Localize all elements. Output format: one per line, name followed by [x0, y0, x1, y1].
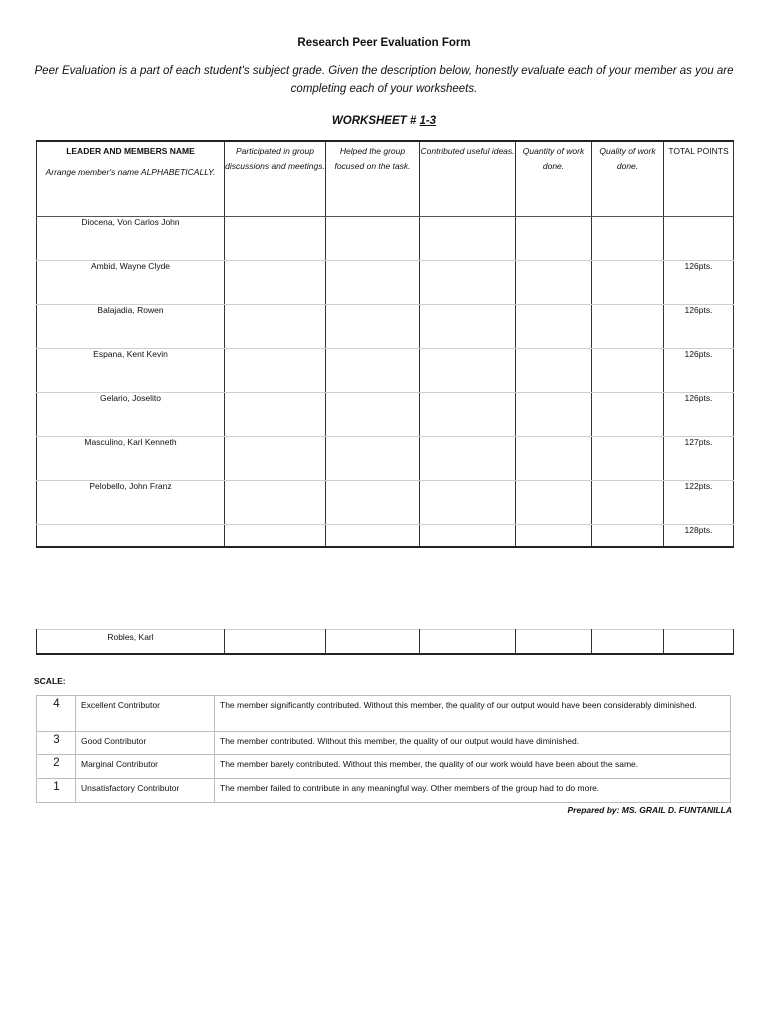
score-cell[interactable] — [592, 525, 664, 547]
score-cell[interactable] — [516, 393, 592, 437]
score-cell[interactable] — [420, 261, 516, 305]
table-row — [37, 349, 734, 393]
member-name: Robles, Karl — [37, 630, 225, 655]
scale-category: Unsatisfactory Contributor — [76, 779, 215, 803]
score-cell[interactable] — [516, 305, 592, 349]
score-cell[interactable] — [420, 481, 516, 525]
scale-label: SCALE: — [34, 676, 66, 686]
quantity-header-label: Quantity of work done. — [522, 146, 585, 171]
total-points — [664, 217, 734, 261]
score-cell[interactable] — [326, 349, 420, 393]
scale-row — [37, 732, 731, 755]
scale-value: 4 — [37, 696, 76, 732]
scale-description: The member contributed. Without this member, the quality of our output would have diminished. — [215, 732, 731, 755]
member-name: Diocena, Von Carlos John — [37, 217, 225, 261]
scale-category: Good Contributor — [76, 732, 215, 755]
score-cell[interactable] — [592, 630, 664, 655]
score-cell[interactable] — [592, 349, 664, 393]
score-cell[interactable] — [592, 261, 664, 305]
total-column-header — [664, 141, 734, 217]
total-points: 126pts. — [664, 305, 734, 349]
helped-column-header — [326, 141, 420, 217]
worksheet-heading — [0, 115, 768, 127]
score-cell[interactable] — [326, 525, 420, 547]
scale-value: 2 — [37, 755, 76, 779]
score-cell[interactable] — [326, 217, 420, 261]
score-cell[interactable] — [516, 437, 592, 481]
table-row — [37, 261, 734, 305]
scale-row — [37, 779, 731, 803]
member-name: Gelario, Joselito — [37, 393, 225, 437]
scale-value: 3 — [37, 732, 76, 755]
scale-description: The member failed to contribute in any meaningful way. Other members of the group had to do more. — [215, 779, 731, 803]
table-row — [37, 525, 734, 547]
prepared-by: Prepared by: MS. GRAIL D. FUNTANILLA — [567, 805, 732, 815]
table-row — [37, 481, 734, 525]
score-cell[interactable] — [225, 481, 326, 525]
score-cell[interactable] — [516, 481, 592, 525]
scale-category: Excellent Contributor — [76, 696, 215, 732]
score-cell[interactable] — [420, 525, 516, 547]
name-header-label: LEADER AND MEMBERS NAME — [66, 146, 195, 156]
total-points: 127pts. — [664, 437, 734, 481]
quality-column-header — [592, 141, 664, 217]
member-name: Ambid, Wayne Clyde — [37, 261, 225, 305]
score-cell[interactable] — [516, 349, 592, 393]
quantity-column-header — [516, 141, 592, 217]
intro-text: Peer Evaluation is a part of each student's subject grade. Given the description below, honestly evaluate each of your member as you are completing each of your worksheets. — [34, 65, 734, 95]
score-cell[interactable] — [420, 393, 516, 437]
participated-column-header — [225, 141, 326, 217]
score-cell[interactable] — [326, 305, 420, 349]
continued-table — [36, 629, 734, 655]
member-name: Masculino, Karl Kenneth — [37, 437, 225, 481]
score-cell[interactable] — [225, 525, 326, 547]
name-column-header — [37, 141, 225, 217]
table-row — [37, 630, 734, 655]
table-row — [37, 437, 734, 481]
score-cell[interactable] — [592, 481, 664, 525]
score-cell[interactable] — [592, 217, 664, 261]
scale-description: The member significantly contributed. Without this member, the quality of our output would have been considerably diminished. — [215, 696, 731, 732]
score-cell[interactable] — [326, 437, 420, 481]
total-points: 126pts. — [664, 349, 734, 393]
evaluation-table — [36, 140, 734, 548]
table-row — [37, 393, 734, 437]
worksheet-number: 1-3 — [419, 115, 437, 127]
score-cell[interactable] — [225, 261, 326, 305]
total-points: 128pts. — [664, 525, 734, 547]
score-cell[interactable] — [326, 481, 420, 525]
score-cell[interactable] — [225, 630, 326, 655]
contributed-column-header — [420, 141, 516, 217]
score-cell[interactable] — [326, 630, 420, 655]
score-cell[interactable] — [225, 437, 326, 481]
score-cell[interactable] — [326, 393, 420, 437]
score-cell[interactable] — [420, 217, 516, 261]
score-cell[interactable] — [592, 305, 664, 349]
score-cell[interactable] — [420, 437, 516, 481]
table-row — [37, 217, 734, 261]
score-cell[interactable] — [420, 305, 516, 349]
header-row — [37, 141, 734, 217]
score-cell[interactable] — [420, 630, 516, 655]
scale-row — [37, 755, 731, 779]
scale-value: 1 — [37, 779, 76, 803]
member-name: Espana, Kent Kevin — [37, 349, 225, 393]
score-cell[interactable] — [516, 217, 592, 261]
quality-header-label: Quality of work done. — [599, 146, 656, 171]
score-cell[interactable] — [420, 349, 516, 393]
total-points — [664, 630, 734, 655]
score-cell[interactable] — [592, 393, 664, 437]
member-name: Balajadia, Rowen — [37, 305, 225, 349]
helped-header-label: Helped the group focused on the task. — [334, 146, 411, 171]
total-header-label: TOTAL POINTS — [668, 146, 729, 156]
total-points: 126pts. — [664, 393, 734, 437]
scale-category: Marginal Contributor — [76, 755, 215, 779]
score-cell[interactable] — [225, 217, 326, 261]
table-row — [37, 305, 734, 349]
score-cell[interactable] — [326, 261, 420, 305]
score-cell[interactable] — [225, 393, 326, 437]
score-cell[interactable] — [516, 261, 592, 305]
scale-row — [37, 696, 731, 732]
score-cell[interactable] — [516, 630, 592, 655]
scale-description: The member barely contributed. Without this member, the quality of our work would have been about the same. — [215, 755, 731, 779]
member-name: Pelobello, John Franz — [37, 481, 225, 525]
score-cell[interactable] — [225, 349, 326, 393]
participated-header-label: Participated in group discussions and meetings. — [225, 146, 325, 171]
total-points: 122pts. — [664, 481, 734, 525]
scale-table — [36, 695, 731, 803]
name-header-note: Arrange member's name ALPHABETICALLY. — [45, 166, 216, 177]
score-cell[interactable] — [516, 525, 592, 547]
member-name — [37, 525, 225, 547]
worksheet-prefix: WORKSHEET # — [331, 115, 420, 127]
score-cell[interactable] — [592, 437, 664, 481]
contributed-header-label: Contributed useful ideas. — [420, 146, 515, 156]
form-title: Research Peer Evaluation Form — [297, 37, 471, 49]
total-points: 126pts. — [664, 261, 734, 305]
score-cell[interactable] — [225, 305, 326, 349]
